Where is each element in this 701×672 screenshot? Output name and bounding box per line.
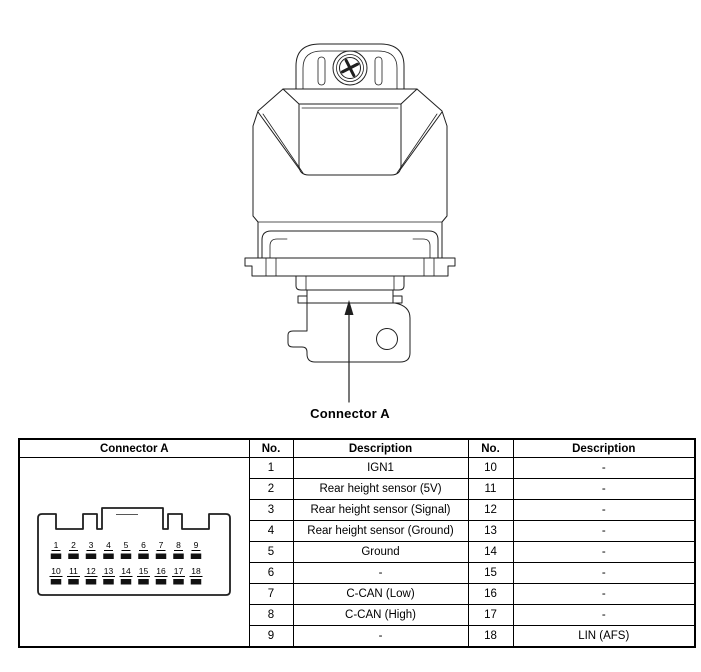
cell-pin-no: 18 [468, 626, 513, 648]
header-no-a: No. [249, 439, 293, 458]
pin-label: 14 [121, 565, 131, 576]
cell-pin-desc: - [513, 521, 695, 542]
cell-pin-desc: Rear height sensor (Signal) [293, 500, 468, 521]
header-no-b: No. [468, 439, 513, 458]
cell-pin-no: 14 [468, 542, 513, 563]
pin-assignment-table [18, 438, 696, 648]
cell-pin-no: 2 [249, 479, 293, 500]
module-body [253, 89, 447, 258]
cell-pin-desc: - [513, 542, 695, 563]
cell-pin-desc: - [293, 563, 468, 584]
cell-pin-no: 1 [249, 458, 293, 479]
cell-pin-desc: Rear height sensor (Ground) [293, 521, 468, 542]
cell-pin-desc: C-CAN (Low) [293, 584, 468, 605]
pin-label: 6 [141, 539, 147, 550]
cell-pin-no: 4 [249, 521, 293, 542]
cell-pin-desc: IGN1 [293, 458, 468, 479]
cell-pin-desc: - [513, 563, 695, 584]
cell-pin-no: 9 [249, 626, 293, 648]
cell-pin-no: 10 [468, 458, 513, 479]
connector-pinout-cell [19, 458, 249, 648]
cell-pin-desc: - [513, 458, 695, 479]
pin-label: 9 [193, 539, 199, 550]
pin-label: 17 [174, 565, 184, 576]
cell-pin-no: 12 [468, 500, 513, 521]
header-connector: Connector A [19, 439, 249, 458]
table-header-row [19, 439, 695, 458]
pin-label: 16 [156, 565, 166, 576]
header-description-b: Description [513, 439, 695, 458]
pin-label: 18 [191, 565, 201, 576]
bracket-hole [377, 329, 398, 350]
connector-callout-arrow [345, 300, 354, 402]
cell-pin-desc: C-CAN (High) [293, 605, 468, 626]
pin-label: 5 [123, 539, 129, 550]
cell-pin-desc: - [513, 479, 695, 500]
cell-pin-no: 13 [468, 521, 513, 542]
cell-pin-no: 16 [468, 584, 513, 605]
cell-pin-desc: Rear height sensor (5V) [293, 479, 468, 500]
pin-label: 7 [158, 539, 164, 550]
cell-pin-no: 11 [468, 479, 513, 500]
cell-pin-desc: - [513, 500, 695, 521]
pin-label: 10 [51, 565, 61, 576]
pin-label: 4 [106, 539, 112, 550]
cell-pin-desc: - [293, 626, 468, 648]
connector-callout-label: Connector A [310, 406, 390, 421]
pin-label: 8 [176, 539, 182, 550]
pin-label: 12 [86, 565, 96, 576]
pin-label: 15 [139, 565, 149, 576]
connector-face-diagram [34, 505, 234, 600]
cell-pin-no: 17 [468, 605, 513, 626]
header-description-a: Description [293, 439, 468, 458]
cell-pin-no: 6 [249, 563, 293, 584]
cell-pin-no: 3 [249, 500, 293, 521]
pin-contacts-top [51, 553, 202, 559]
cell-pin-no: 7 [249, 584, 293, 605]
cell-pin-desc: - [513, 584, 695, 605]
pin-numbers-top [54, 540, 199, 550]
pin-contacts-bottom [51, 579, 202, 585]
cell-pin-desc: - [513, 605, 695, 626]
cell-pin-desc: LIN (AFS) [513, 626, 695, 648]
pin-label: 3 [88, 539, 94, 550]
up-arrow-pointer-icon [345, 300, 354, 315]
cell-pin-no: 5 [249, 542, 293, 563]
pin-numbers-bottom [52, 566, 202, 576]
pin-label: 11 [69, 565, 79, 576]
table-row [19, 458, 695, 479]
pin-label: 13 [104, 565, 114, 576]
cell-pin-no: 15 [468, 563, 513, 584]
connector-stub [296, 276, 404, 303]
cell-pin-desc: Ground [293, 542, 468, 563]
module-drawing [225, 35, 475, 425]
module-flange [245, 258, 455, 276]
pin-label: 1 [53, 539, 59, 550]
phillips-screw-icon [333, 51, 367, 85]
cell-pin-no: 8 [249, 605, 293, 626]
pin-label: 2 [71, 539, 77, 550]
